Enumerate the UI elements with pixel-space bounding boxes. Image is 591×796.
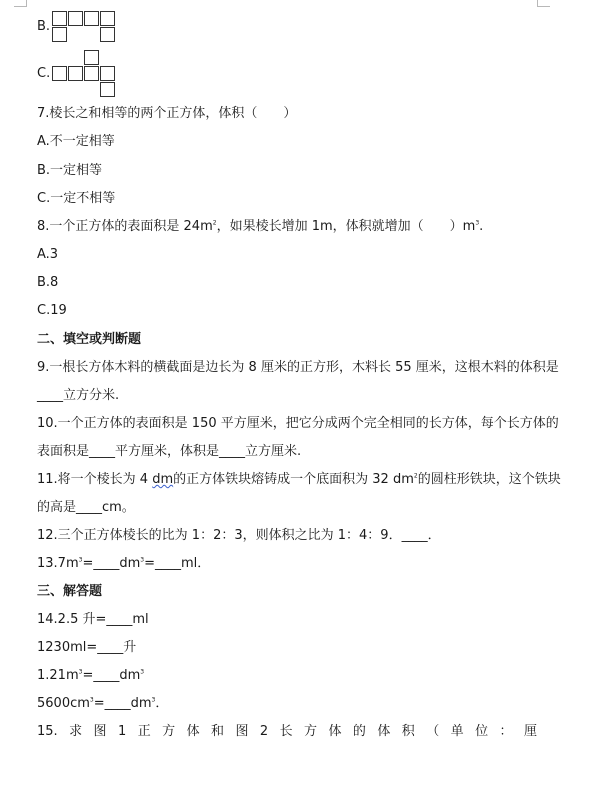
superscript: 2 xyxy=(413,472,418,480)
net-square xyxy=(100,11,115,26)
net-square xyxy=(52,11,67,26)
q15-char: 2 xyxy=(259,724,269,739)
net-square xyxy=(52,27,67,42)
q15-char: 单 xyxy=(450,724,464,739)
option-b-label: B. xyxy=(37,19,51,34)
q15-char: ： xyxy=(499,724,513,739)
question-9-line-1: 9.一根长方体木料的横截面是边长为 8 厘米的正方形，木料长 55 厘米，这根木料的体积是 xyxy=(37,360,559,375)
question-14-line-2: 1230ml=____升 xyxy=(37,640,137,655)
q15-char: 积 xyxy=(401,724,415,739)
superscript: 3 xyxy=(140,668,145,676)
q14-part: =____dm xyxy=(82,668,141,683)
q15-char: 的 xyxy=(352,724,366,739)
q14-part: =____dm xyxy=(93,696,152,711)
q15-char: 方 xyxy=(304,724,318,739)
q15-char: 求 xyxy=(69,724,83,739)
question-7-option-a: A.不一定相等 xyxy=(37,134,115,149)
question-10-line-1: 10.一个正方体的表面积是 150 平方厘米，把它分成两个完全相同的长方体，每个长方体的 xyxy=(37,416,559,431)
option-c-label: C. xyxy=(37,66,51,81)
section-3-heading: 三、解答题 xyxy=(37,584,103,599)
question-7-option-b: B.一定相等 xyxy=(37,163,103,178)
net-square xyxy=(68,11,83,26)
question-8-stem xyxy=(37,219,483,235)
cube-net-b xyxy=(52,11,118,44)
question-8-option-c: C.19 xyxy=(37,303,67,318)
q11-part: 的圆柱形铁块，这个铁块 xyxy=(417,472,561,487)
q11-unit-dm: dm xyxy=(152,472,174,487)
question-9-line-2: ____立方分米. xyxy=(37,388,120,403)
question-8-option-b: B.8 xyxy=(37,275,59,290)
net-square xyxy=(84,50,99,65)
question-10-line-2: 表面积是____平方厘米，体积是____立方厘米. xyxy=(37,444,302,459)
q15-char: 长 xyxy=(279,724,293,739)
question-13 xyxy=(37,556,210,572)
q11-part: 11.将一个棱长为 4 xyxy=(37,472,153,487)
net-square xyxy=(68,66,83,81)
question-11-line-2: 的高是____cm。 xyxy=(37,500,135,515)
crop-mark-top-right xyxy=(537,0,550,7)
q15-char: 图 xyxy=(93,724,107,739)
q15-char: 位 xyxy=(475,724,489,739)
cube-net-c xyxy=(52,50,118,100)
question-14-line-1: 14.2.5 升=____ml xyxy=(37,612,149,627)
net-square xyxy=(100,82,115,97)
net-square xyxy=(100,66,115,81)
question-14-line-3 xyxy=(37,668,144,684)
q8-stem-part: . xyxy=(479,219,484,234)
question-15-line-1 xyxy=(37,724,537,740)
superscript: 3 xyxy=(151,696,156,704)
q15-char: 正 xyxy=(137,724,151,739)
q13-part: 13.7m xyxy=(37,556,79,571)
net-square xyxy=(100,27,115,42)
superscript: 3 xyxy=(78,668,83,676)
section-2-heading: 二、填空或判断题 xyxy=(37,332,142,347)
q14-part: 5600cm xyxy=(37,696,90,711)
q15-char: 15. xyxy=(37,724,58,739)
q14-part: ． xyxy=(155,696,169,711)
superscript: 3 xyxy=(78,556,83,564)
crop-mark-top-left xyxy=(14,0,27,7)
q15-char: 体 xyxy=(186,724,200,739)
q14-part: 1.21m xyxy=(37,668,79,683)
question-12: 12.三个正方体棱长的比为 1：2：3，则体积之比为 1：4：9．____． xyxy=(37,528,441,543)
q8-stem-part: 8.一个正方体的表面积是 24m xyxy=(37,219,213,234)
question-7-option-c: C.一定不相等 xyxy=(37,191,116,206)
q15-char: 1 xyxy=(117,724,127,739)
net-square xyxy=(84,66,99,81)
q15-char: （ xyxy=(426,724,440,739)
net-square xyxy=(52,66,67,81)
superscript: 3 xyxy=(475,219,480,227)
q8-stem-part: ，如果棱长增加 1m，体积就增加（ ）m xyxy=(216,219,476,234)
q15-char: 体 xyxy=(377,724,391,739)
superscript: 2 xyxy=(212,219,217,227)
q15-char: 和 xyxy=(211,724,225,739)
q15-char: 厘 xyxy=(523,724,537,739)
q15-char: 图 xyxy=(235,724,249,739)
question-7-stem: 7.棱长之和相等的两个正方体，体积（ ） xyxy=(37,106,297,121)
superscript: 3 xyxy=(140,556,145,564)
q15-char: 体 xyxy=(328,724,342,739)
question-14-line-4 xyxy=(37,696,168,712)
question-11-line-1 xyxy=(37,472,561,488)
q13-part: =____ml． xyxy=(144,556,211,571)
q15-char: 方 xyxy=(162,724,176,739)
net-square xyxy=(84,11,99,26)
question-8-option-a: A.3 xyxy=(37,247,59,262)
q11-part: 的正方体铁块熔铸成一个底面积为 32 dm xyxy=(173,472,414,487)
q13-part: =____dm xyxy=(82,556,141,571)
superscript: 3 xyxy=(89,696,94,704)
